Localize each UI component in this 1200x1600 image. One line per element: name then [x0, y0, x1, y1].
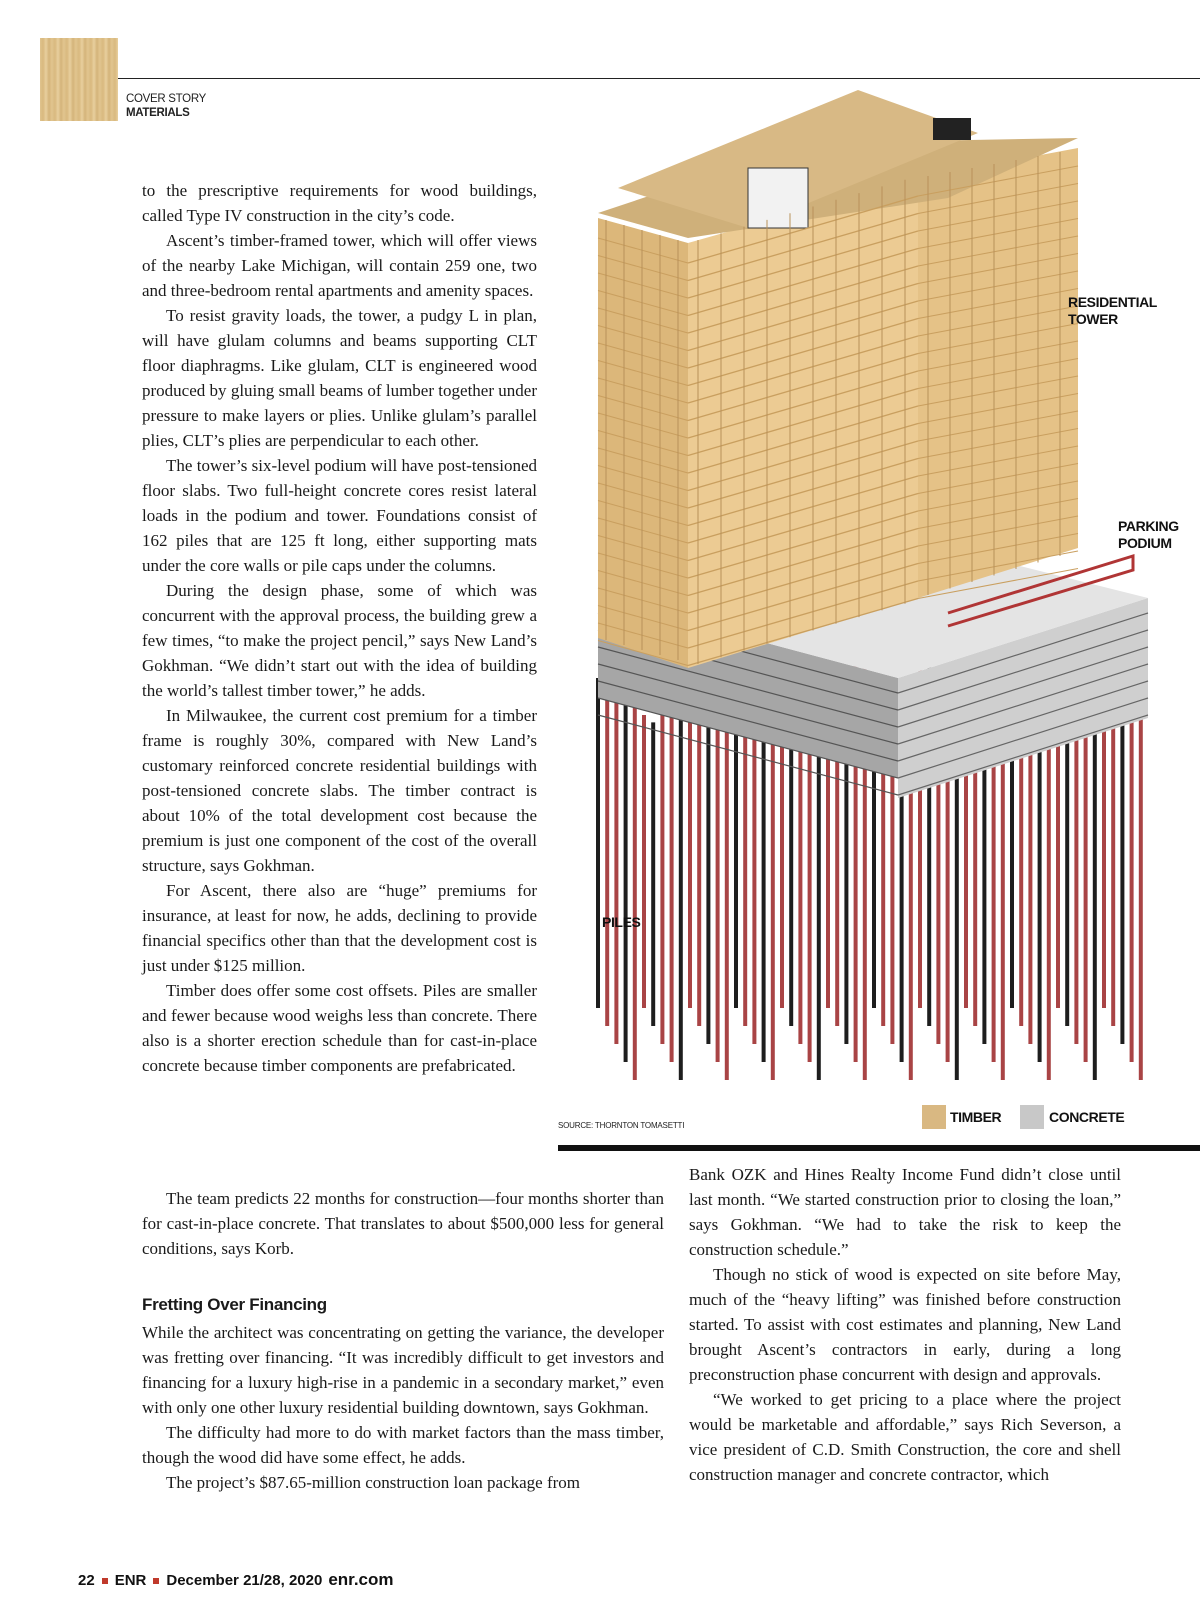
paragraph: The project’s $87.65-million construction loan package from [166, 1473, 581, 1492]
legend-timber-label: TIMBER [950, 1109, 1002, 1125]
label-residential-tower: RESIDENTIAL TOWER [1068, 294, 1157, 327]
legend-timber-swatch [922, 1105, 946, 1129]
paragraph: For Ascent, there also are “huge” premiums for insurance, at least for now, he adds, declining to provide financial specifics other than that the development cost is just under $125 million. [142, 881, 537, 975]
section-header [126, 92, 206, 120]
financing-heading: Fretting Over Financing [142, 1295, 327, 1314]
paragraph: The tower’s six-level podium will have post-tensioned floor slabs. Two full-height concrete cores resist lateral loads in the podium and tower. Foundations consist of 162 piles that are 125 ft long, either supporting mats under the core walls or pile caps under the columns. [142, 456, 537, 575]
figure-bottom-rule [558, 1145, 1200, 1151]
building-illustration [558, 78, 1200, 1148]
label-piles: PILES [602, 914, 641, 930]
article-column-left [142, 178, 537, 1078]
paragraph: The team predicts 22 months for construction—four months shorter than for cast-in-place concrete. That translates to about $500,000 less for general conditions, says Korb. [142, 1189, 664, 1258]
issue-date: December 21/28, 2020 [166, 1572, 323, 1589]
article-column-left-wide [142, 1186, 664, 1261]
article-column-right [689, 1162, 1121, 1487]
paragraph: During the design phase, some of which was concurrent with the approval process, the building grew a few times, “to make the project pencil,” says New Land’s Gokhman. “We didn’t start out with the idea of building the world’s tallest timber tower,” he adds. [142, 581, 537, 700]
paragraph: The difficulty had more to do with market factors than the mass timber, though the wood did have some effect, he adds. [142, 1423, 664, 1467]
roof-mechanical [748, 168, 808, 228]
page-footer [78, 1570, 394, 1590]
legend-concrete-swatch [1020, 1105, 1044, 1129]
site-url: enr.com [328, 1570, 394, 1589]
separator-square [153, 1578, 159, 1584]
paragraph: In Milwaukee, the current cost premium for a timber frame is roughly 30%, compared with New Land’s customary reinforced concrete residential buildings with post-tensioned concrete slabs. The timber contract is about 10% of the total development cost because the premium is just one component of the cost of the overall structure, says Gokhman. [142, 706, 537, 875]
figure-source: SOURCE: THORNTON TOMASETTI [558, 1121, 685, 1130]
paragraph: to the prescriptive requirements for wood buildings, called Type IV construction in the city’s code. [142, 181, 537, 225]
roof-mechanical-2 [933, 118, 971, 140]
subsection-label: MATERIALS [126, 107, 190, 119]
paragraph: To resist gravity loads, the tower, a pudgy L in plan, will have glulam columns and beams supporting CLT floor diaphragms. Like glulam, CLT is engineered wood produced by gluing small beams of lumber together under pressure to make layers or plies. Unlike glulam’s parallel plies, CLT’s plies are perpendicular to each other. [142, 306, 537, 450]
financing-column [142, 1320, 664, 1495]
paragraph: “We worked to get pricing to a place where the project would be marketable and affordable,” says Rich Severson, a vice president of C.D. Smith Construction, the core and shell construction manager and concrete contractor, which [689, 1390, 1121, 1484]
paragraph: Bank OZK and Hines Realty Income Fund didn’t close until last month. “We started construction prior to closing the loan,” says Gokhman. “We had to take the risk to keep the construction schedule.” [689, 1165, 1121, 1259]
page-number: 22 [78, 1572, 95, 1589]
wood-texture-swatch [40, 38, 118, 121]
paragraph: While the architect was concentrating on getting the variance, the developer was fretting over financing. “It was incredibly difficult to get investors and financing for a luxury high-rise in a pandemic in a secondary market,” even with only one other luxury residential building downtown, says Gokhman. [142, 1323, 664, 1417]
paragraph: Timber does offer some cost offsets. Piles are smaller and fewer because wood weighs less than concrete. There also is a shorter erection schedule than for cast-in-place concrete because timber components are prefabricated. [142, 981, 537, 1075]
paragraph: Ascent’s timber-framed tower, which will offer views of the nearby Lake Michigan, will contain 259 one, two and three-bedroom rental apartments and amenity spaces. [142, 231, 537, 300]
paragraph: Though no stick of wood is expected on site before May, much of the “heavy lifting” was finished before construction started. To assist with cost estimates and planning, New Land brought Ascent’s contractors in early, during a long preconstruction phase concurrent with design and approvals. [689, 1265, 1121, 1384]
magazine-name: ENR [114, 1572, 147, 1589]
legend-concrete-label: CONCRETE [1049, 1109, 1125, 1125]
section-label: COVER STORY [126, 93, 206, 105]
label-parking-podium: PARKING PODIUM [1118, 518, 1179, 551]
separator-square [102, 1578, 108, 1584]
tower-front [688, 178, 918, 668]
